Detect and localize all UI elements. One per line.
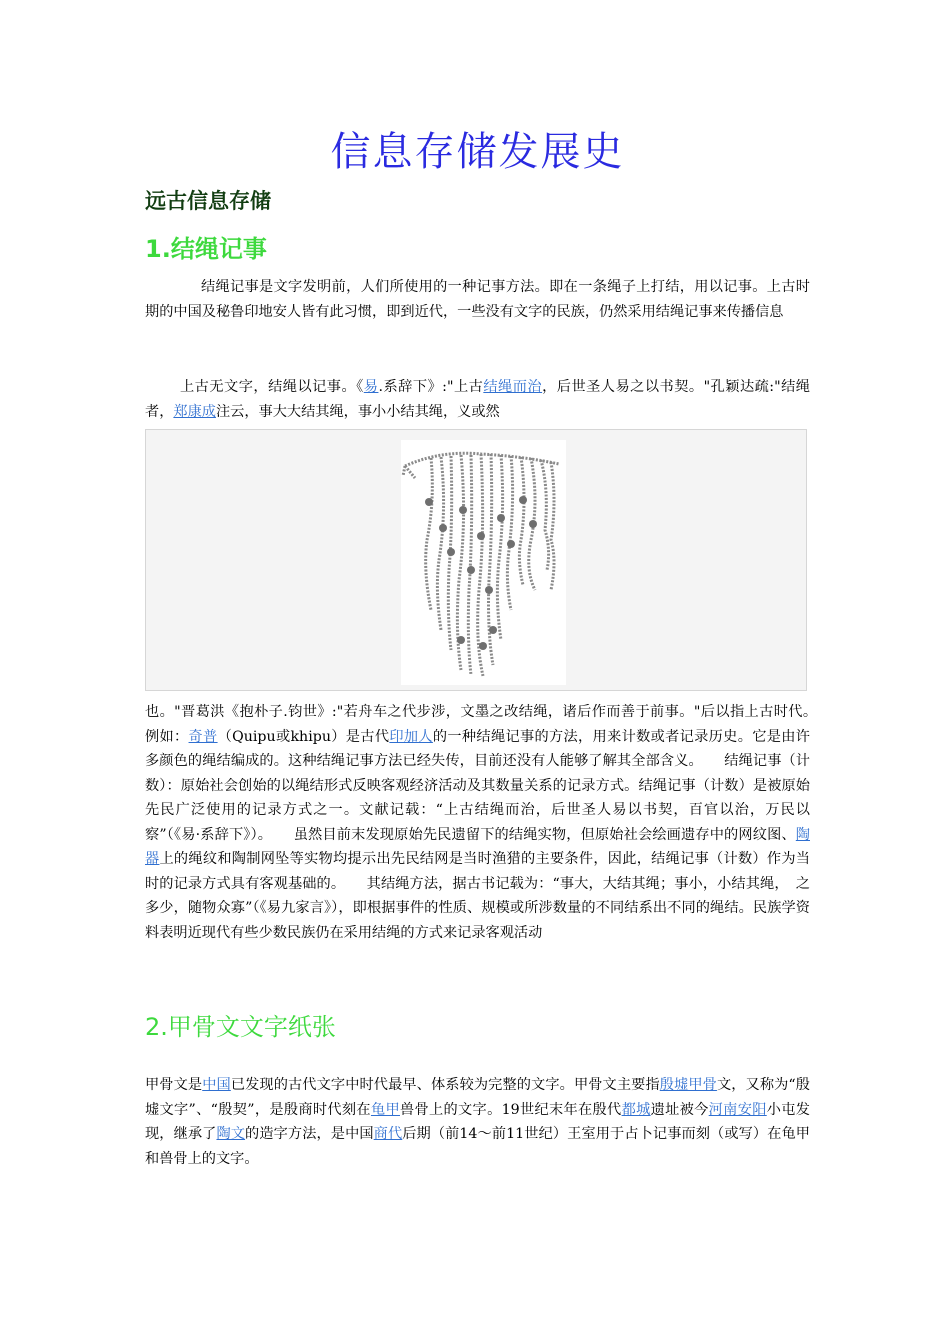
text-run: 小屯发现，继承了 <box>145 1101 810 1142</box>
link-henan-anyang[interactable]: 河南安阳 <box>708 1101 767 1118</box>
paragraph-oracle-bones <box>145 1073 810 1171</box>
text-run: （Quipu或khipu）是古代 <box>217 728 390 745</box>
link-taoqi[interactable]: 陶器 <box>145 826 810 867</box>
link-jieshengerzhi[interactable]: 结绳而治 <box>483 379 543 395</box>
paragraph-quipu <box>145 700 839 945</box>
link-yi[interactable]: 易 <box>363 379 379 395</box>
text-run: 的造字方法，是中国 <box>245 1126 374 1142</box>
text-run: 也。"晋葛洪《抱朴子.钧世》:"若舟车之代步涉，文墨之改结绳，诸后作而善于前事。"后以指上古时代。 例如： <box>145 704 839 745</box>
text-run: 遗址被今 <box>650 1101 709 1118</box>
link-ducheng[interactable]: 都城 <box>621 1101 651 1118</box>
heading-oracle-bones: 2.甲骨文文字纸张 <box>145 1013 336 1041</box>
text-run: 兽骨上的文字。19世纪末年在殷代 <box>399 1101 622 1118</box>
heading-knotted-cords: 1.结绳记事 <box>145 235 267 263</box>
paragraph-history <box>145 375 810 424</box>
link-zhongguo[interactable]: 中国 <box>202 1077 231 1093</box>
section-heading: 远古信息存储 <box>145 189 271 213</box>
quipu-figure <box>145 429 807 691</box>
link-yinxu-jiagu[interactable]: 殷墟甲骨 <box>659 1077 717 1093</box>
text-run: 文，又称为“殷墟文字”、“殷契”，是殷商时代刻在 <box>145 1077 810 1118</box>
link-shangdai[interactable]: 商代 <box>373 1126 403 1142</box>
link-qipu[interactable]: 奇普 <box>188 728 218 745</box>
text-run: 已发现的古代文字中时代最早、体系较为完整的文字。甲骨文主要指 <box>230 1077 660 1093</box>
page-title: 信息存储发展史 <box>330 129 625 175</box>
text-run: 注云，事大大结其绳，事小小结其绳，义或然 <box>215 403 500 420</box>
text-run: 后期（前14～前11世纪）王室用于占卜记事而刻（或写）在龟甲和兽骨上的文字。 <box>145 1126 810 1167</box>
text-run: 上的绳纹和陶制网坠等实物均提示出先民结网是当时渔猎的主要条件，因此，结绳记事（计数）作为当时的记录方式具有客观基础的。 其结绳方法，据古书记载为：“事大，大结其绳；事小，小结其绳， 之多少，随物众寡”（《易九家言》），即根据事件的性质、规模或所涉数量的不同结系出不同的绳结。民族学资料表明近现代有些少数民族仍在采用结绳的方式来记录客观活动 <box>145 851 810 941</box>
text-run: 的一种结绳记事的方法，用来计数或者记录历史。它是由许多颜色的绳结编成的。这种结绳记事方法已经失传，目前还没有人能够了解其全部含义。 结绳记事（计数）：原始社会创始的以绳结形式反映客观经济活动及其数量关系的记录方式。结绳记事（计数）是被原始先民广泛使用的记录方式之一。文献记载：“上古结绳而治，后世圣人易以书契，百官以治，万民以察”（《易·系辞下》）。 虽然目前末发现原始先民遗留下的结绳实物，但原始社会绘画遗存中的网纹图、 <box>145 728 810 843</box>
text-run: ，后世圣人易之以书契。"孔颖达疏:"结绳者， <box>145 379 810 420</box>
link-guijia[interactable]: 龟甲 <box>370 1101 400 1118</box>
link-zhengkangcheng[interactable]: 郑康成 <box>173 403 216 420</box>
text-run: 上古无文字，结绳以记事。《 <box>180 379 364 395</box>
link-taowen[interactable]: 陶文 <box>216 1126 246 1142</box>
quipu-illustration <box>401 440 566 685</box>
paragraph-intro: 结绳记事是文字发明前，人们所使用的一种记事方法。即在一条绳子上打结，用以记事。上古时期的中国及秘鲁印地安人皆有此习惯，即到近代，一些没有文字的民族，仍然采用结绳记事来传播信息 <box>145 279 810 320</box>
text-run: 甲骨文是 <box>145 1077 203 1093</box>
text-run: .系辞下》:"上古 <box>378 379 484 395</box>
link-inca[interactable]: 印加人 <box>389 728 433 745</box>
